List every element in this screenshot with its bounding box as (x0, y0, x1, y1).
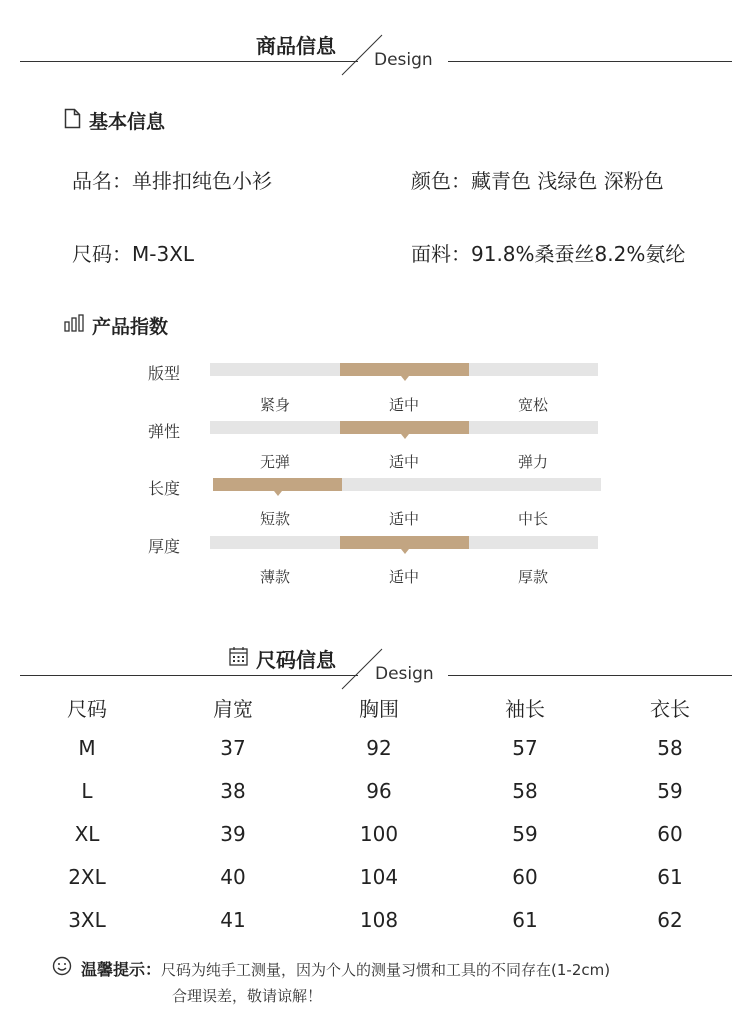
index-fill (213, 478, 342, 491)
smiley-icon (52, 956, 72, 980)
size-info-title: 尺码信息 (229, 644, 336, 673)
index-tick-label: 厚款 (517, 568, 549, 586)
index-pointer (401, 376, 409, 381)
size-rule-right (448, 675, 732, 676)
index-label: 长度 (148, 479, 181, 498)
index-pointer (274, 491, 282, 496)
index-label: 厚度 (148, 537, 181, 556)
product-colors: 颜色：藏青色 浅绿色 深粉色 (411, 169, 664, 193)
table-cell: 41 (220, 908, 246, 932)
index-track (210, 421, 598, 434)
index-tick-label: 短款 (259, 510, 291, 528)
index-tick-label: 适中 (388, 510, 420, 528)
design-label: Design (375, 664, 434, 684)
index-tick-label: 适中 (388, 568, 420, 586)
index-pointer (401, 549, 409, 554)
index-track (210, 536, 598, 549)
index-label: 版型 (148, 364, 181, 383)
index-tick-label: 中长 (517, 510, 549, 528)
design-label: Design (374, 50, 433, 70)
table-cell: 3XL (68, 908, 106, 932)
table-header-cell: 袖长 (505, 697, 545, 721)
index-track (213, 478, 601, 491)
index-tick-label: 适中 (388, 396, 420, 414)
table-cell: 40 (220, 865, 246, 889)
index-tick-label: 宽松 (517, 396, 549, 414)
index-tick-label: 弹力 (517, 453, 549, 471)
table-header-cell: 胸围 (359, 697, 399, 721)
table-cell: 100 (359, 822, 399, 846)
size-rule-left (20, 675, 358, 676)
index-tick-label: 紧身 (259, 396, 291, 414)
index-tick-label: 适中 (388, 453, 420, 471)
table-cell: 61 (657, 865, 683, 889)
table-cell: 61 (512, 908, 538, 932)
table-cell: 37 (220, 736, 246, 760)
index-track (210, 363, 598, 376)
table-cell: L (81, 779, 93, 803)
table-cell: 62 (657, 908, 683, 932)
table-cell: 38 (220, 779, 246, 803)
calendar-grid-icon (229, 647, 256, 671)
product-name: 品名：单排扣纯色小衫 (72, 169, 272, 193)
index-fill (340, 421, 469, 434)
index-tick-label: 薄款 (259, 568, 291, 586)
product-info-title: 商品信息 (256, 34, 336, 58)
table-cell: 60 (657, 822, 683, 846)
table-cell: M (78, 736, 96, 760)
bar-chart-icon (64, 314, 92, 337)
tip-line-1: 温馨提示：尺码为纯手工测量，因为个人的测量习惯和工具的不同存在(1-2cm) (81, 960, 611, 979)
table-cell: 108 (359, 908, 399, 932)
table-cell: 59 (657, 779, 683, 803)
table-cell: 2XL (68, 865, 106, 889)
product-index-heading: 产品指数 (64, 312, 168, 339)
table-header-cell: 肩宽 (213, 697, 253, 721)
tip-line-2: 合理误差，敬请谅解！ (172, 987, 323, 1005)
index-fill (340, 536, 469, 549)
table-cell: 59 (512, 822, 538, 846)
table-cell: 57 (512, 736, 538, 760)
section-rule-right (448, 61, 732, 62)
table-header-cell: 衣长 (650, 697, 690, 721)
table-cell: 104 (359, 865, 399, 889)
index-fill (340, 363, 469, 376)
table-cell: 92 (366, 736, 392, 760)
tip-label: 温馨提示： (81, 960, 162, 979)
table-cell: 58 (657, 736, 683, 760)
table-cell: XL (74, 822, 100, 846)
product-fabric: 面料：91.8%桑蚕丝8.2%氨纶 (411, 242, 686, 266)
index-label: 弹性 (148, 422, 181, 441)
document-icon (64, 108, 89, 134)
table-cell: 58 (512, 779, 538, 803)
product-sizes: 尺码：M-3XL (72, 242, 195, 266)
index-pointer (401, 434, 409, 439)
table-cell: 39 (220, 822, 246, 846)
table-header-cell: 尺码 (67, 697, 107, 721)
section-rule-left (20, 61, 358, 62)
table-cell: 96 (366, 779, 392, 803)
index-tick-label: 无弹 (259, 453, 291, 471)
basic-info-heading: 基本信息 (64, 107, 165, 134)
table-cell: 60 (512, 865, 538, 889)
